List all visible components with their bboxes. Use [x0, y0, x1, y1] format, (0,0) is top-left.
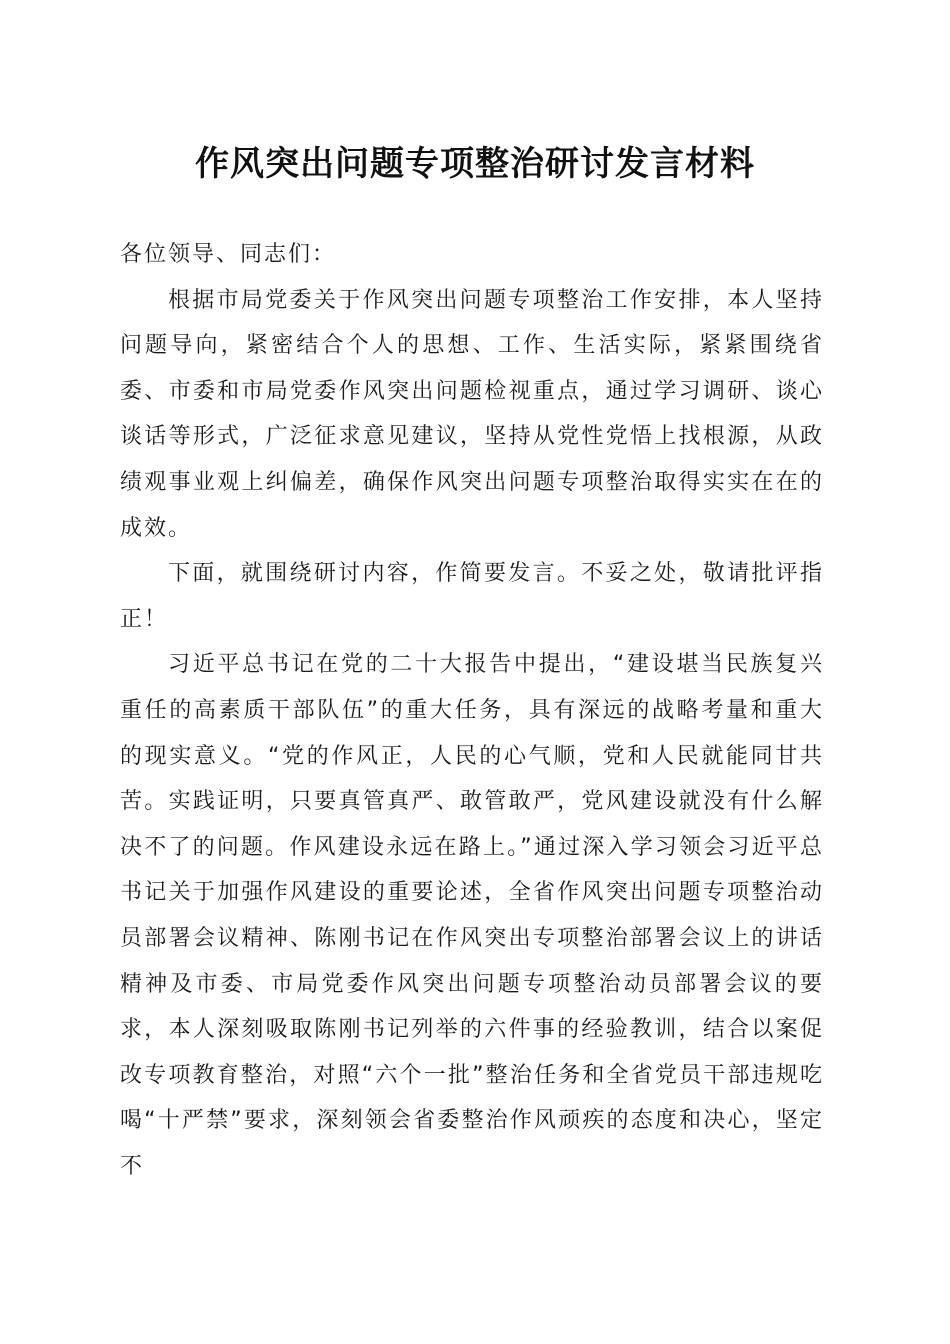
paragraph-3: 习近平总书记在党的二十大报告中提出，“建设堪当民族复兴重任的高素质干部队伍”的重大任务，具有深远的战略考量和重大的现实意义。“党的作风正，人民的心气顺，党和人民就能同甘共苦。实践证明，只要真管真严、敢管敢严，党风建设就没有什么解决不了的问题。作风建设永远在路上。”通过深入学习领会习近平总书记关于加强作风建设的重要论述，全省作风突出问题专项整治动员部署会议精神、陈刚书记在作风突出专项整治部署会议上的讲话精神及市委、市局党委作风突出问题专项整治动员部署会议的要求，本人深刻吸取陈刚书记列举的六件事的经验教训，结合以案促改专项教育整治，对照“六个一批”整治任务和全省党员干部违规吃喝“十严禁”要求，深刻领会省委整治作风顽疾的态度和决心，坚定不: [120, 652, 824, 1179]
paragraph-1: 根据市局党委关于作风突出问题专项整治工作安排，本人坚持问题导向，紧密结合个人的思想、工作、生活实际，紧紧围绕省委、市委和市局党委作风突出问题检视重点，通过学习调研、谈心谈话等形式，广泛征求意见建议，坚持从党性党悟上找根源，从政绩观事业观上纠偏差，确保作风突出问题专项整治取得实实在在的成效。: [120, 287, 824, 541]
document-title: 作风突出问题专项整治研讨发言材料: [195, 144, 755, 184]
salutation: 各位领导、同志们：: [120, 242, 337, 267]
paragraph-2: 下面，就围绕研讨内容，作简要发言。不妥之处，敬请批评指正！: [120, 561, 824, 632]
document-body: [120, 232, 824, 1189]
